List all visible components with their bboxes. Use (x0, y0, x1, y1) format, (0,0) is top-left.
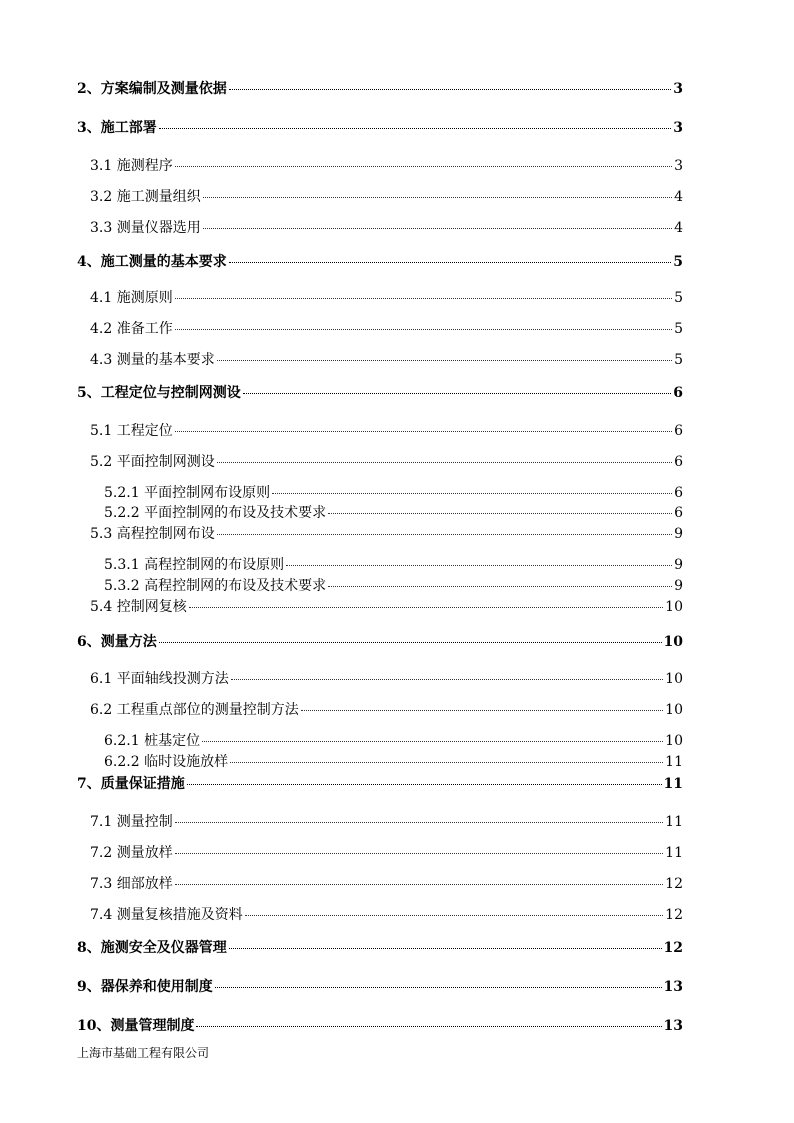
toc-entry[interactable] (104, 575, 683, 595)
toc-leader-dots (231, 679, 663, 680)
toc-entry-title: 4.1 施测原则 (90, 290, 173, 306)
toc-entry[interactable] (77, 382, 683, 402)
toc-entry-title: 5.2.1 平面控制网布设原则 (104, 485, 271, 501)
toc-entry[interactable] (90, 349, 683, 369)
toc-leader-dots (189, 607, 663, 608)
toc-entry-page: 9 (674, 578, 683, 594)
toc-entry-title: 5.3.2 高程控制网的布设及技术要求 (104, 578, 327, 594)
toc-entry-title: 2、方案编制及测量依据 (77, 81, 227, 97)
toc-entry[interactable] (77, 773, 683, 793)
toc-entry-page: 3 (673, 120, 683, 136)
toc-entry-title: 6、测量方法 (77, 634, 157, 650)
toc-entry-title: 10、测量管理制度 (77, 1018, 195, 1034)
toc-entry[interactable] (77, 251, 683, 271)
toc-leader-dots (203, 228, 672, 229)
toc-leader-dots (175, 166, 672, 167)
toc-leader-dots (175, 853, 663, 854)
toc-entry-title: 5.2.2 平面控制网的布设及技术要求 (104, 505, 327, 521)
toc-entry[interactable] (90, 596, 683, 616)
toc-entry-page: 10 (663, 634, 683, 650)
toc-entry-title: 5、工程定位与控制网测设 (77, 385, 241, 401)
footer-company-name: 上海市基础工程有限公司 (77, 1046, 210, 1060)
toc-entry-page: 10 (665, 733, 683, 749)
toc-entry[interactable] (90, 420, 683, 440)
toc-leader-dots (187, 784, 662, 785)
toc-entry-page: 6 (674, 454, 683, 470)
toc-leader-dots (229, 948, 662, 949)
toc-entry-title: 3.2 施工测量组织 (90, 189, 201, 205)
toc-entry-page: 10 (665, 599, 683, 615)
toc-leader-dots (328, 586, 672, 587)
toc-entry-title: 3.1 施测程序 (90, 158, 173, 174)
toc-leader-dots (215, 987, 662, 988)
toc-entry-page: 12 (663, 940, 683, 956)
toc-entry-title: 7、质量保证措施 (77, 776, 185, 792)
toc-entry-page: 11 (663, 776, 683, 792)
toc-entry-page: 13 (663, 979, 683, 995)
toc-leader-dots (159, 128, 672, 129)
toc-entry-title: 5.1 工程定位 (90, 423, 173, 439)
toc-entry[interactable] (77, 117, 683, 137)
toc-entry-page: 11 (665, 754, 683, 770)
toc-entry[interactable] (90, 287, 683, 307)
toc-leader-dots (217, 462, 672, 463)
toc-entry-title: 4.3 测量的基本要求 (90, 352, 215, 368)
toc-entry[interactable] (90, 842, 683, 862)
toc-entry-title: 8、施测安全及仪器管理 (77, 940, 227, 956)
toc-entry-page: 12 (665, 907, 683, 923)
toc-entry-page: 9 (674, 526, 683, 542)
toc-entry-title: 4.2 准备工作 (90, 321, 173, 337)
toc-entry[interactable] (90, 811, 683, 831)
toc-leader-dots (175, 884, 663, 885)
toc-entry-page: 5 (674, 352, 683, 368)
toc-entry[interactable] (90, 904, 683, 924)
toc-entry-page: 6 (673, 385, 683, 401)
toc-leader-dots (175, 431, 672, 432)
toc-entry-page: 4 (674, 189, 683, 205)
toc-entry[interactable] (104, 482, 683, 502)
toc-entry[interactable] (90, 451, 683, 471)
toc-entry[interactable] (104, 554, 683, 574)
toc-leader-dots (272, 493, 672, 494)
toc-leader-dots (175, 822, 663, 823)
toc-entry-page: 11 (665, 845, 683, 861)
toc-entry-title: 6.1 平面轴线投测方法 (90, 671, 229, 687)
toc-entry-page: 5 (673, 254, 683, 270)
toc-entry[interactable] (90, 668, 683, 688)
toc-entry[interactable] (104, 730, 683, 750)
toc-entry-page: 6 (674, 505, 683, 521)
toc-entry[interactable] (90, 699, 683, 719)
toc-entry-title: 5.4 控制网复核 (90, 599, 187, 615)
toc-entry-title: 4、施工测量的基本要求 (77, 254, 227, 270)
toc-entry-page: 10 (665, 702, 683, 718)
toc-entry-page: 3 (674, 158, 683, 174)
toc-entry-page: 11 (665, 814, 683, 830)
toc-entry-page: 4 (674, 220, 683, 236)
toc-leader-dots (243, 393, 672, 394)
toc-entry[interactable] (90, 186, 683, 206)
toc-entry-title: 6.2.2 临时设施放样 (104, 754, 229, 770)
toc-entry[interactable] (77, 631, 683, 651)
toc-leader-dots (328, 513, 672, 514)
toc-entry-title: 6.2.1 桩基定位 (104, 733, 201, 749)
toc-leader-dots (286, 565, 672, 566)
toc-leader-dots (217, 534, 672, 535)
toc-entry[interactable] (90, 318, 683, 338)
toc-leader-dots (229, 89, 672, 90)
toc-entry[interactable] (90, 155, 683, 175)
toc-entry-title: 7.4 测量复核措施及资料 (90, 907, 243, 923)
toc-entry-page: 6 (674, 423, 683, 439)
toc-entry-title: 7.3 细部放样 (90, 876, 173, 892)
toc-leader-dots (245, 915, 663, 916)
toc-entry-page: 6 (674, 485, 683, 501)
toc-entry-title: 6.2 工程重点部位的测量控制方法 (90, 702, 299, 718)
toc-leader-dots (301, 710, 663, 711)
toc-entry[interactable] (90, 217, 683, 237)
toc-leader-dots (196, 1026, 661, 1027)
toc-leader-dots (175, 298, 672, 299)
toc-leader-dots (203, 197, 672, 198)
toc-leader-dots (229, 262, 672, 263)
toc-entry-title: 3.3 测量仪器选用 (90, 220, 201, 236)
toc-leader-dots (230, 762, 663, 763)
toc-leader-dots (202, 741, 663, 742)
toc-entry-title: 7.1 测量控制 (90, 814, 173, 830)
toc-entry-title: 5.3 高程控制网布设 (90, 526, 215, 542)
toc-entry-page: 3 (673, 81, 683, 97)
toc-entry[interactable] (104, 751, 683, 771)
toc-entry-title: 9、器保养和使用制度 (77, 979, 213, 995)
toc-entry[interactable] (90, 873, 683, 893)
toc-entry[interactable] (104, 502, 683, 522)
toc-entry[interactable] (77, 78, 683, 98)
toc-entry-title: 3、施工部署 (77, 120, 157, 136)
toc-entry-page: 5 (674, 290, 683, 306)
toc-entry-title: 5.2 平面控制网测设 (90, 454, 215, 470)
toc-leader-dots (159, 642, 662, 643)
toc-entry-page: 13 (663, 1018, 683, 1034)
toc-entry-page: 12 (665, 876, 683, 892)
toc-entry[interactable] (77, 937, 683, 957)
toc-leader-dots (217, 360, 672, 361)
toc-entry[interactable] (90, 523, 683, 543)
toc-entry-page: 9 (674, 557, 683, 573)
toc-entry[interactable] (77, 1015, 683, 1035)
toc-entry-page: 10 (665, 671, 683, 687)
toc-entry-title: 5.3.1 高程控制网的布设原则 (104, 557, 285, 573)
toc-entry[interactable] (77, 976, 683, 996)
toc-entry-page: 5 (674, 321, 683, 337)
toc-entry-title: 7.2 测量放样 (90, 845, 173, 861)
toc-leader-dots (175, 329, 672, 330)
